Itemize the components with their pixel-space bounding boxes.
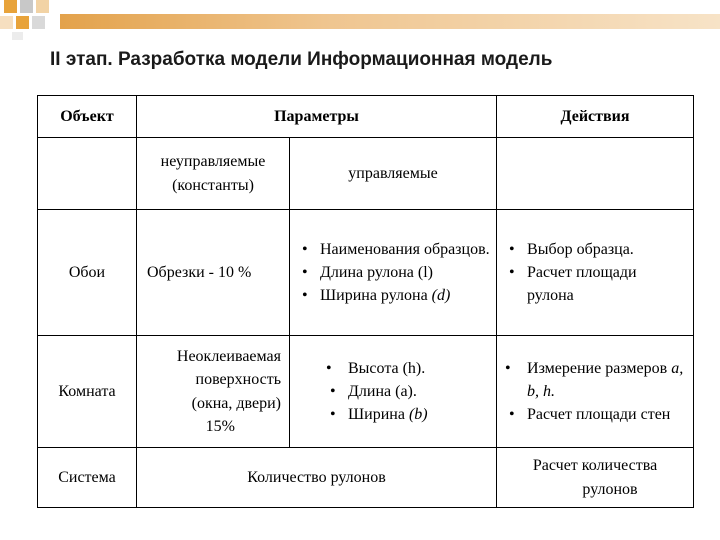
- system-actions: [497, 448, 694, 508]
- actions-cell: [497, 336, 694, 448]
- text-line: поверхность: [195, 371, 281, 389]
- controlled-list: [324, 357, 490, 427]
- list-item: • Высота (h).: [324, 357, 490, 380]
- system-parameters: Количество рулонов: [137, 448, 497, 508]
- list-item: • Выбор образца.: [503, 238, 687, 261]
- actions-list: [503, 238, 687, 308]
- header-object: Объект: [38, 96, 137, 138]
- controlled-list: [296, 238, 490, 308]
- row-object-room: Комната: [38, 336, 137, 448]
- list-item: • Ширина (b): [324, 403, 490, 426]
- table-row: [38, 336, 694, 448]
- deco-square: [20, 0, 33, 13]
- text-line: (окна, двери): [191, 394, 281, 412]
- constants-label: (константы): [172, 176, 254, 194]
- controlled-params: [290, 210, 497, 336]
- list-item: • Расчет площади стен: [503, 403, 687, 426]
- table-row: [38, 448, 694, 508]
- information-model-table: [37, 95, 694, 508]
- list-item: • Расчет площади рулона: [503, 261, 687, 307]
- uncontrolled-param: [137, 336, 290, 448]
- text-line: Расчет количества: [532, 457, 658, 475]
- subheader-empty-cell: [38, 138, 137, 210]
- subheader-controlled: управляемые: [290, 138, 497, 210]
- text-line: рулонов: [582, 480, 638, 498]
- text-line: 15%: [205, 417, 235, 435]
- uncontrolled-label: неуправляемые: [160, 153, 266, 171]
- table-header-row: [38, 96, 694, 138]
- deco-square: [16, 16, 29, 29]
- table-row: [38, 210, 694, 336]
- list-item: • Наименования образцов.: [296, 238, 490, 261]
- subheader-uncontrolled: [137, 138, 290, 210]
- header-strip: [60, 14, 720, 29]
- controlled-params: [290, 336, 497, 448]
- actions-cell: [497, 210, 694, 336]
- deco-square: [32, 16, 45, 29]
- row-object-wallpaper: Обои: [38, 210, 137, 336]
- subheader-empty-cell: [497, 138, 694, 210]
- uncontrolled-param: Обрезки - 10 %: [137, 210, 290, 336]
- list-item: • Длина (a).: [324, 380, 490, 403]
- deco-square: [36, 0, 49, 13]
- row-object-system: Система: [38, 448, 137, 508]
- header-actions: Действия: [497, 96, 694, 138]
- header-parameters: Параметры: [137, 96, 497, 138]
- deco-square: [4, 0, 17, 13]
- deco-square: [0, 16, 13, 29]
- list-item: • Длина рулона (l): [296, 261, 490, 284]
- table-subheader-row: [38, 138, 694, 210]
- actions-list: [503, 357, 687, 427]
- list-item: • Измерение размеров a, b, h.: [503, 357, 687, 403]
- text-line: Неоклеиваемая: [176, 348, 281, 366]
- list-item: • Ширина рулона (d): [296, 284, 490, 307]
- deco-square: [12, 32, 23, 40]
- slide-title: II этап. Разработка модели Информационная модель: [50, 49, 553, 70]
